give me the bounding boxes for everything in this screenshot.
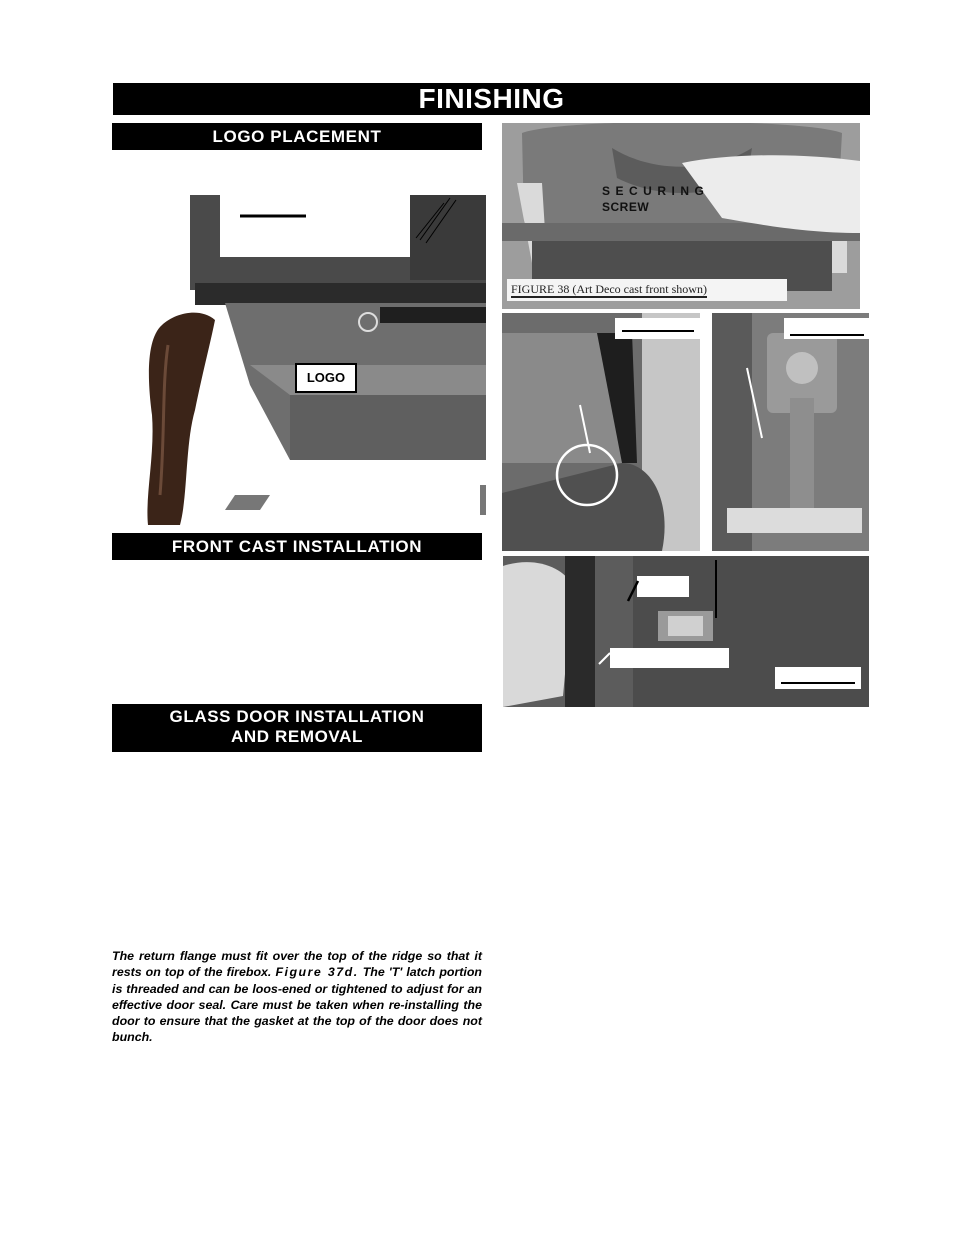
gasket-note-paragraph [112, 948, 482, 1046]
note-text-part2: The 'T' latch portion is threaded and can be loos-ened or tightened to adjust for an effective door seal. Care must be taken when re-installing the door to ensure that the gasket at the top of the door does not bunch. [112, 965, 482, 1045]
logo-badge: LOGO [295, 363, 357, 393]
section-header-glass-door-line1: GLASS DOOR INSTALLATION [169, 707, 425, 726]
securing-screw-label-line2: SCREW [602, 200, 650, 214]
door-installation-photo [503, 556, 869, 707]
figure-38-caption [507, 279, 787, 301]
ridge-closeup-photo [502, 313, 700, 551]
section-header-glass-door [112, 704, 482, 752]
section-header-logo-placement: LOGO PLACEMENT [112, 123, 482, 150]
t-latch-closeup-photo [712, 313, 869, 551]
section-header-front-cast-installation: FRONT CAST INSTALLATION [112, 533, 482, 560]
door-installation-illustration [503, 556, 869, 707]
note-figure-reference: Figure 37d. [275, 965, 359, 980]
stove-front-illustration [140, 195, 486, 525]
t-latch-illustration [712, 313, 869, 551]
note-text-part1: The return flange must fit over the top of the ridge so that it rests on top of the firebox. [112, 949, 482, 980]
figure-38-caption-text: FIGURE 38 (Art Deco cast front shown) [511, 282, 707, 296]
ridge-closeup-illustration [502, 313, 700, 551]
securing-screw-label-line1: SECURING [602, 184, 710, 198]
section-header-glass-door-line2: AND REMOVAL [231, 727, 363, 746]
logo-placement-photo [140, 195, 486, 525]
securing-screw-label [602, 183, 709, 215]
page-title: FINISHING [113, 83, 870, 115]
